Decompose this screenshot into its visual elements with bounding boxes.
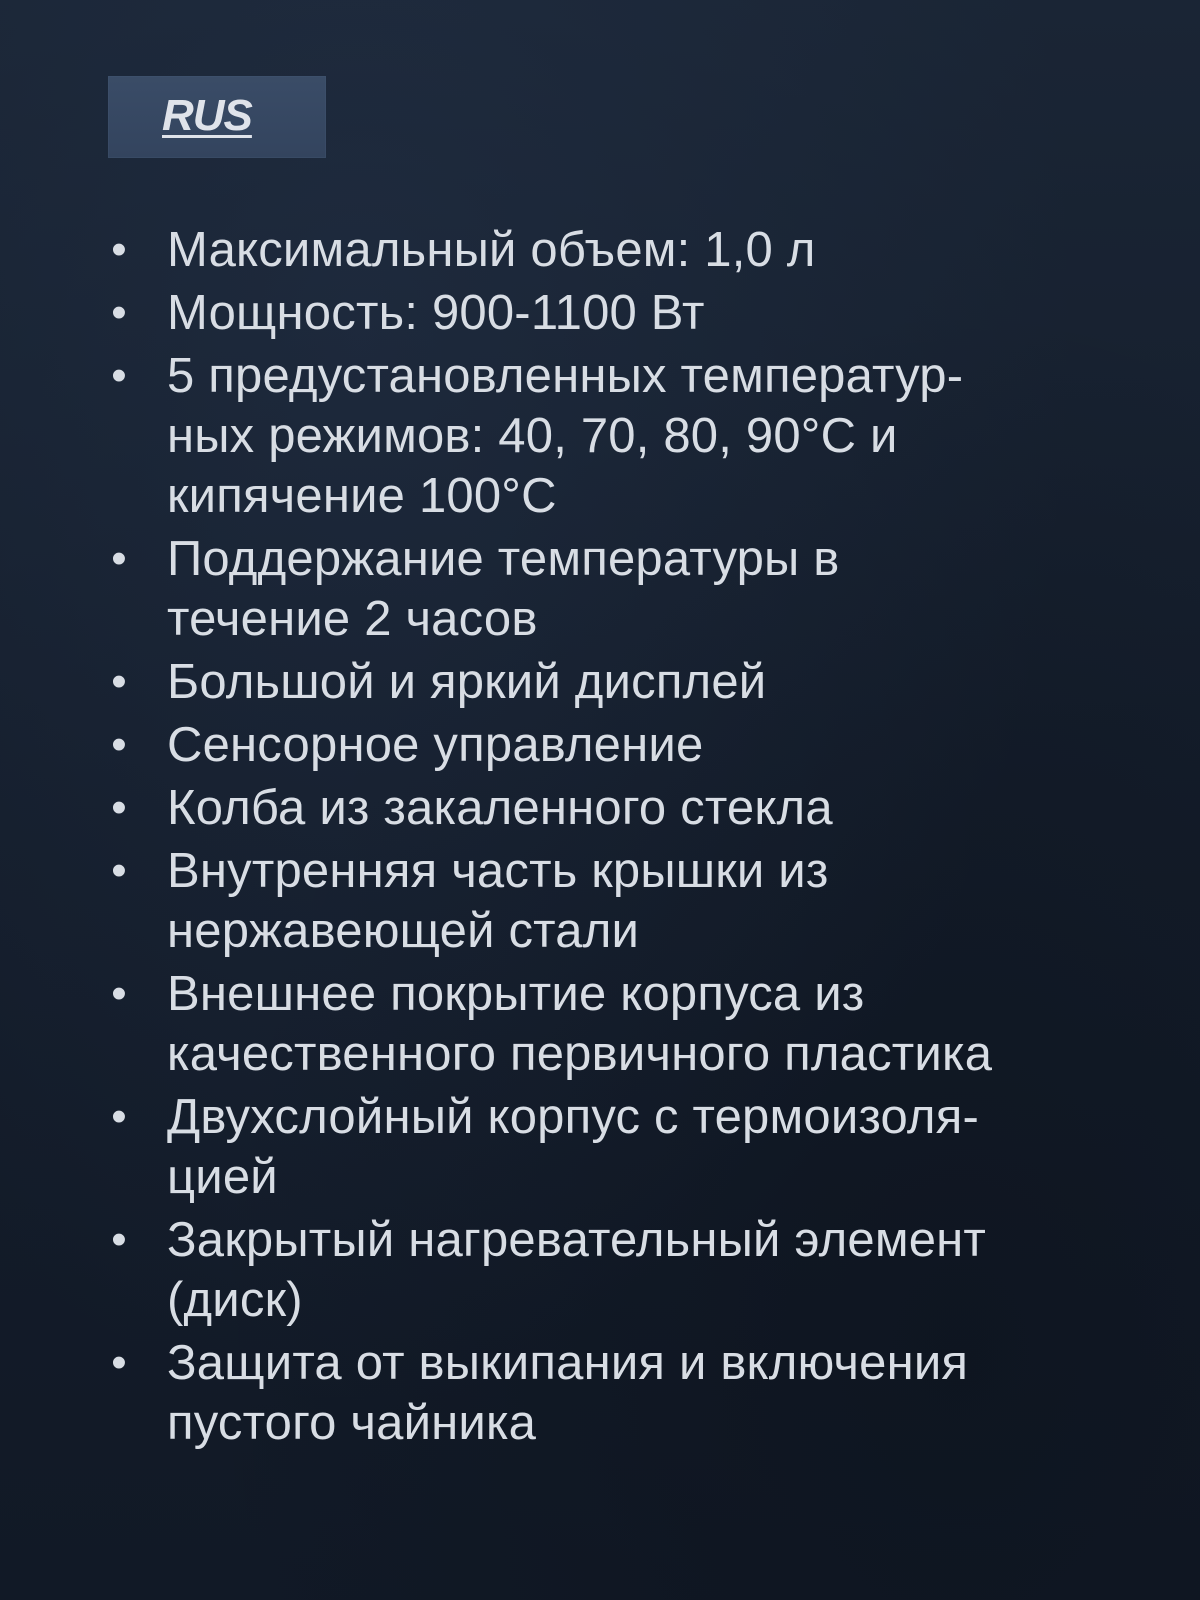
- feature-item-touch-control: [100, 715, 1180, 775]
- bullet-icon: •: [111, 1215, 127, 1264]
- bullet-icon: •: [111, 1092, 127, 1141]
- bullet-icon: •: [111, 783, 127, 832]
- feature-item-heating-element: [100, 1210, 1180, 1330]
- bullet-icon: •: [111, 534, 127, 583]
- bullet-icon: •: [111, 657, 127, 706]
- feature-item-power: [100, 283, 1180, 343]
- feature-text: 5 предустановленных температур- ных режимов: 40, 70, 80, 90°C и кипячение 100°C: [167, 349, 964, 523]
- language-badge: [108, 76, 326, 158]
- feature-text: Поддержание температуры в течение 2 часов: [167, 532, 840, 646]
- feature-text: Внешнее покрытие корпуса из качественного первичного пластика: [167, 967, 993, 1081]
- feature-text: Защита от выкипания и включения пустого чайника: [167, 1336, 969, 1450]
- feature-text: Внутренняя часть крышки из нержавеющей стали: [167, 844, 829, 958]
- bullet-icon: •: [111, 225, 127, 274]
- feature-text: Мощность: 900-1100 Вт: [167, 286, 705, 340]
- feature-list: [100, 220, 1180, 1456]
- feature-text: Колба из закаленного стекла: [167, 781, 833, 835]
- feature-text: Сенсорное управление: [167, 718, 704, 772]
- feature-item-glass-flask: [100, 778, 1180, 838]
- bullet-icon: •: [111, 720, 127, 769]
- feature-item-plastic-housing: [100, 964, 1180, 1084]
- feature-text: Большой и яркий дисплей: [167, 655, 767, 709]
- feature-item-lid-steel: [100, 841, 1180, 961]
- feature-item-double-wall: [100, 1087, 1180, 1207]
- feature-text: Закрытый нагревательный элемент (диск): [167, 1213, 987, 1327]
- feature-item-display: [100, 652, 1180, 712]
- feature-item-boil-dry-protection: [100, 1333, 1180, 1453]
- language-label: RUS: [162, 91, 252, 140]
- feature-item-volume: [100, 220, 1180, 280]
- feature-item-keep-warm: [100, 529, 1180, 649]
- feature-text: Двухслойный корпус с термоизоля- цией: [167, 1090, 979, 1204]
- bullet-icon: •: [111, 351, 127, 400]
- bullet-icon: •: [111, 846, 127, 895]
- bullet-icon: •: [111, 288, 127, 337]
- bullet-icon: •: [111, 969, 127, 1018]
- feature-item-temperature-modes: [100, 346, 1180, 526]
- feature-text: Максимальный объем: 1,0 л: [167, 223, 816, 277]
- bullet-icon: •: [111, 1338, 127, 1387]
